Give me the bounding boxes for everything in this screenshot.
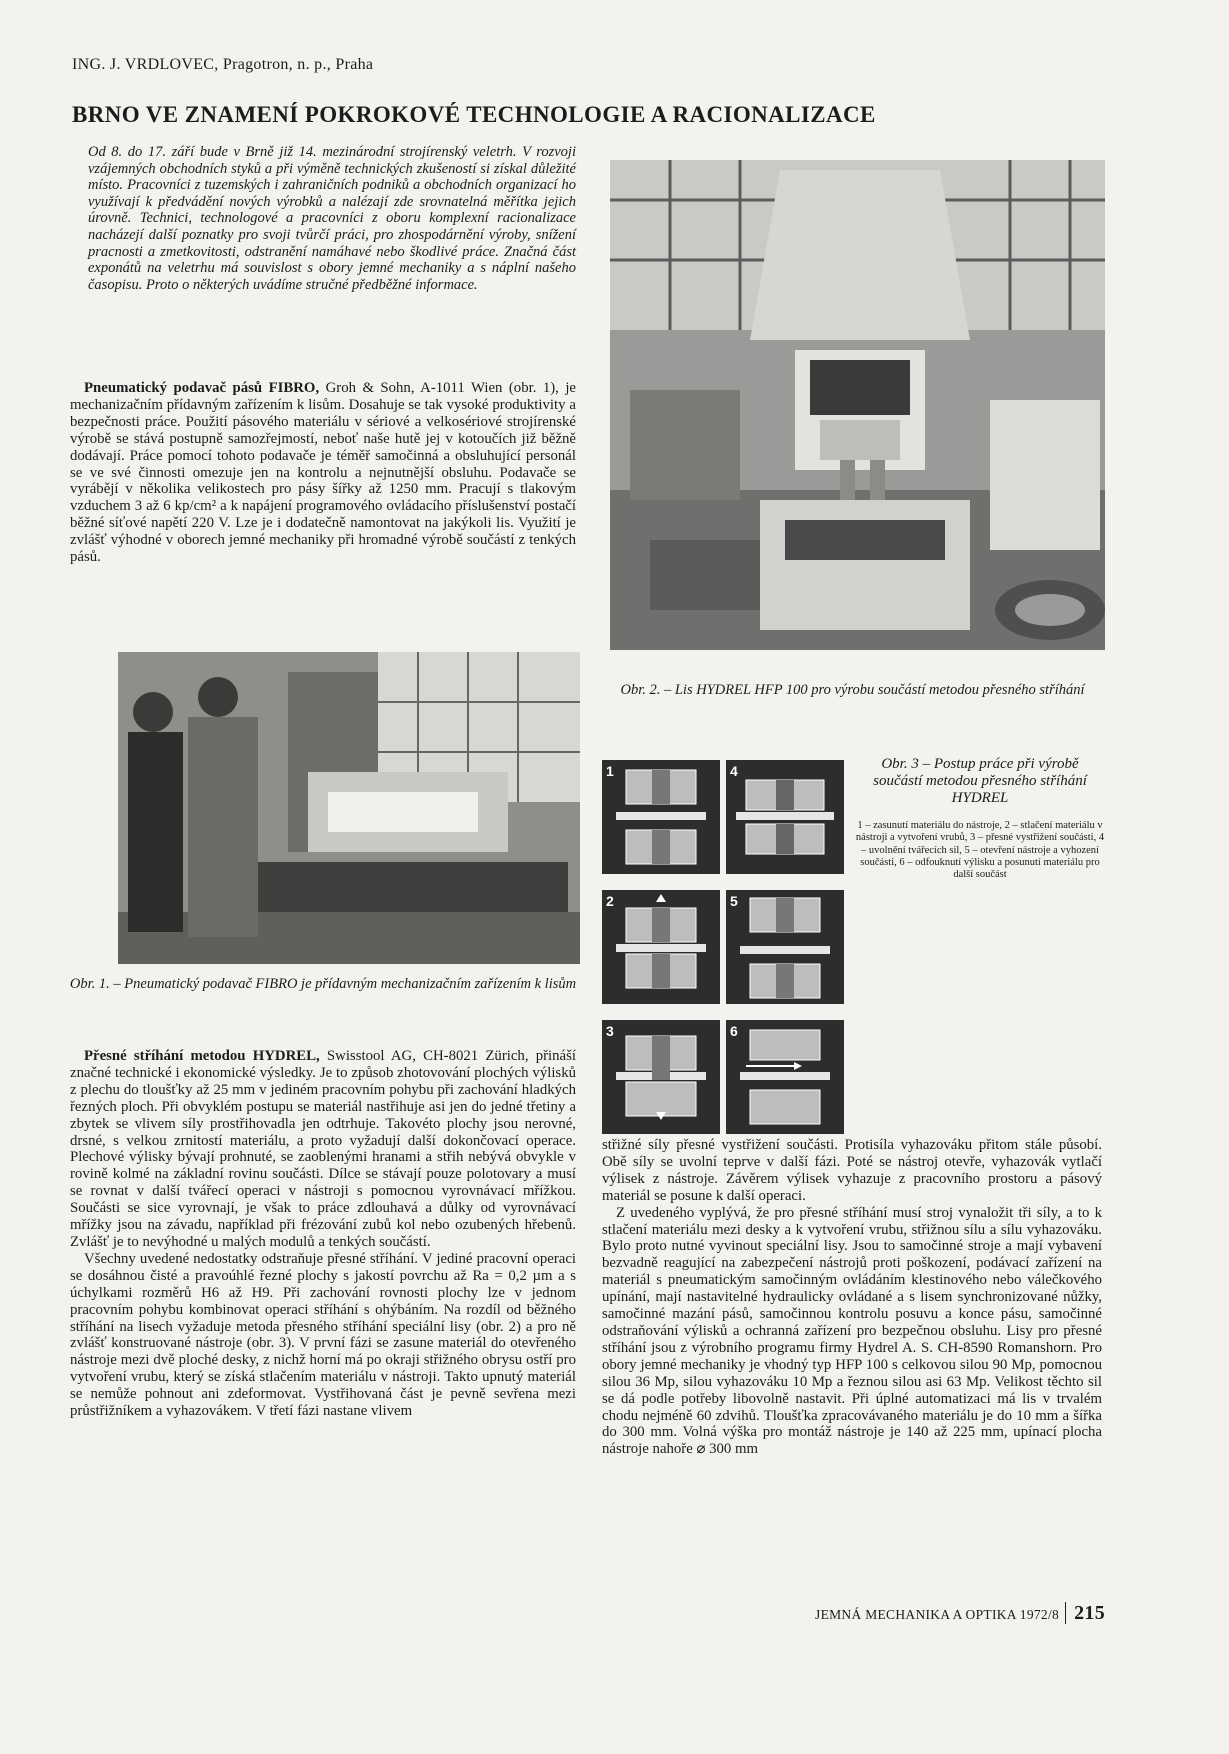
col2-paragraph-2: Z uvedeného vyplývá, že pro přesné stříhání musí stroj vynaložit tři síly, a to k stlačení materiálu mezi desky a k vytvoření vrubu, střižnou sílu a sílu vyhazováku. Bylo proto nutné vyvinout speciální lisy. Jsou to samočinné stroje a mají vybavení bezvadně reagující na zabezpečení nástrojů proti poškození, podávací zařízení na materiál s pneumatickým samočinným ovládáním klestinového nebo válečkového upínání, mají nastavitelné hydraulicky ovládané a s lisem synchronizované nůžky, samočinné mazání pásů, samočinnou kontrolu posuvu a konce pásu, samočinné odstraňování výlisků a ochranná zařízení pro bezpečnou obsluhu. Lisy pro přesné stříhání jsou z výrobního programu firmy Hydrel A. S. CH-8590 Romanshorn. Pro obory jemné mechaniky je vhodný typ HFP 100 s celkovou silou 90 Mp, pomocnou silou 36 Mp, silou vyhazováku 10 Mp a řeznou silou asi 63 Mp. Velikost těchto sil se dá podle potřeby libovolně nastavit. Při úplné automatizaci má lis v trvalém chodu nejméně 60 zdvihů. Tloušťka zpracovávaného materiálu je do 10 mm a šířka do 300 mm. Volná výška pro montáž nástroje je 140 až 225 mm, upínací plocha nástroje nahoře ⌀ 300 mm <box>602 1204 1102 1458</box>
hydrel-text: Swisstool AG, CH-8021 Zürich, přináší značné technické i ekonomické výsledky. Je to způsob zhotovování plochých výlisků z plechu do tloušťky až 25 mm v jediném pracovním pohybu při zachování hladkých řezných ploch. Při obvyklém postupu se materiál nastřihuje asi jen do jedné třetiny a zbytek se vlivem síly prostřihovadla jen odtrhuje. Takovéto plochy jsou nerovné, drsné, s velkou zrnitostí materiálu, a proto vyžadují další dokončovací operace. Plechové výlisky bývají prohnuté, se zaoblenými hranami a střih nebývá obvykle v rovině kolmé na základní rovinu součásti. Dílce se stávají pouze polotovary a musí se rovnat v další tvářecí operaci v nástroji s pomocnou vyrovnávací mřížkou. Součásti se sice vyrovnají, je však to práce zdlouhavá a důlky od vyrovnávací mřížky jsou na závadu, například při frézování zubů kol nebo ozubených hřebenů. Zvlášť je to nevýhodné u malých modulů a tenkých součástí. <box>70 1048 576 1250</box>
fig3-panel <box>726 760 844 874</box>
fibro-section <box>70 380 576 566</box>
fig3-panel-number: 5 <box>730 893 738 909</box>
journal-name: JEMNÁ MECHANIKA A OPTIKA 1972/8 <box>815 1607 1060 1622</box>
fig3-panel-number: 3 <box>606 1023 614 1039</box>
fig2-caption: Obr. 2. – Lis HYDREL HFP 100 pro výrobu součástí metodou přesného stříhání <box>620 682 1085 698</box>
page-number: 215 <box>1065 1602 1105 1624</box>
fig3-panel-number: 1 <box>606 763 614 779</box>
col2-paragraph-1: střižné síly přesné vystřižení součásti. Protisíla vyhazováku přitom stále působí. Obě síly se uvolní teprve v další fázi. Poté se nástroj otevře, vyhazovák vytlačí výlisek z nástroje. Závěrem výlisek vyhazuje z pracovního prostoru a pásový materiál se posune k další operaci. <box>602 1137 1102 1204</box>
page-footer <box>780 1602 1105 1625</box>
hydrel-lead: Přesné stříhání metodou HYDREL, <box>84 1048 320 1064</box>
fig3-caption-title: Obr. 3 – Postup práce při výrobě součástí metodou přesného stříhání HYDREL <box>873 756 1087 806</box>
fig1-caption: Obr. 1. – Pneumatický podavač FIBRO je přídavným mechanizačním zařízením k lisům <box>69 976 577 992</box>
fig3-panel-number: 4 <box>730 763 738 779</box>
fig3-diagram <box>602 760 846 1135</box>
fig3-panel <box>726 890 844 1004</box>
fig3-caption-list: 1 – zasunutí materiálu do nástroje, 2 – stlačení materiálu v nástroji a vytvoření vrubů, 3 – přesné vystřižení součásti, 4 – uvolnění tvářecích sil, 5 – otevření nástroje a vyhození součásti, 6 – odfouknutí výlisku a posunutí materiálu pro další součást <box>855 820 1105 881</box>
intro-paragraph: Od 8. do 17. září bude v Brně již 14. mezinárodní strojírenský veletrh. V rozvoji vzájemných obchodních styků a při výměně technických zkušeností si získal důležité místo. Pracovníci z tuzemských i zahraničních podniků a obchodních organizací ho využívají k předvádění nových výrobků a nalézají zde srovnatelná měřítka jejich úrovně. Technici, technologové a pracovníci z oboru komplexní racionalizace nacházejí další poznatky pro svoji tvůrčí práci, pro zhospodárnění výroby, snížení pracnosti a zmetkovitosti, odstranění namáhavé nebo škodlivé práce. Značná část exponátů na veletrhu má souvislost s obory jemné mechaniky a s náplní našeho časopisu. Proto o některých uvádíme stručné předběžné informace. <box>88 144 576 293</box>
fig2-photo <box>610 160 1105 650</box>
hydrel-paragraph-2: Všechny uvedené nedostatky odstraňuje přesné stříhání. V jediné pracovní operaci se dosáhnou čisté a pravoúhlé řezné plochy s jakostí povrchu až Ra = 0,2 µm a s úchylkami rozměrů H6 až H9. Při zachování rovnosti plochy lze v jednom pracovním pohybu kombinovat operaci stříhání s ohýbáním. Na rozdíl od běžného stříhání na lisech vyžaduje metoda přesného stříhání speciální lisy (obr. 2) a pro ně zvlášť konstruované nástroje (obr. 3). V první fázi se zasune materiál do otevřeného nástroje mezi dvě ploché desky, z nichž horní má po okraji střižného obrysu ostří pro vytvoření vrubu, který se získá stlačením materiálu v nástroji. Takto upnutý materiál se nemůže pohnout ani zdeformovat. Vystřihovaná část je pevně sevřena mezi průstřižníkem a vyhazovákem. V třetí fázi nastane vlivem <box>70 1250 576 1420</box>
hydrel-section <box>70 1048 576 1420</box>
fig3-panel <box>602 1020 720 1134</box>
fig3-panel-number: 6 <box>730 1023 738 1039</box>
author-line: ING. J. VRDLOVEC, Pragotron, n. p., Praha <box>72 56 374 73</box>
fig1-photo <box>118 652 580 964</box>
fig3-panel <box>602 890 720 1004</box>
fibro-lead: Pneumatický podavač pásů FIBRO, <box>84 380 320 396</box>
fig3-panel <box>726 1020 844 1134</box>
fibro-text: Groh & Sohn, A-1011 Wien (obr. 1), je mechanizačním přídavným zařízením k lisům. Dosahuje se tak vysoké produktivity a bezpečnosti práce. Použití pásového materiálu v sériové a velkosériové strojírenské výrobě se stává postupně samozřejmostí, neboť naše hutě jej v kotoučích již běžně dodávají. Práce pomocí tohoto podavače je téměř samočinná a obsluhující personál se ve své činnosti omezuje jen na kontrolu a nejnutnější obsluhu. Podavače se vyrábějí v několika velikostech pro pásy šířky až 1250 mm. Pracují s tlakovým vzduchem 3 až 6 kp/cm² a k napájení programového ovládacího příslušenství postačí běžné síťové napětí 220 V. Lze je i dodatečně namontovat na jakýkoli lis. Využití je zvlášť výhodné v oborech jemné mechaniky při hromadné výrobě součástí z tenkých pásů. <box>70 380 576 566</box>
fig3-panel <box>602 760 720 874</box>
article-title: BRNO VE ZNAMENÍ POKROKOVÉ TECHNOLOGIE A RACIONALIZACE <box>72 102 876 127</box>
right-column-text <box>602 1137 1102 1458</box>
fig3-panel-number: 2 <box>606 893 614 909</box>
